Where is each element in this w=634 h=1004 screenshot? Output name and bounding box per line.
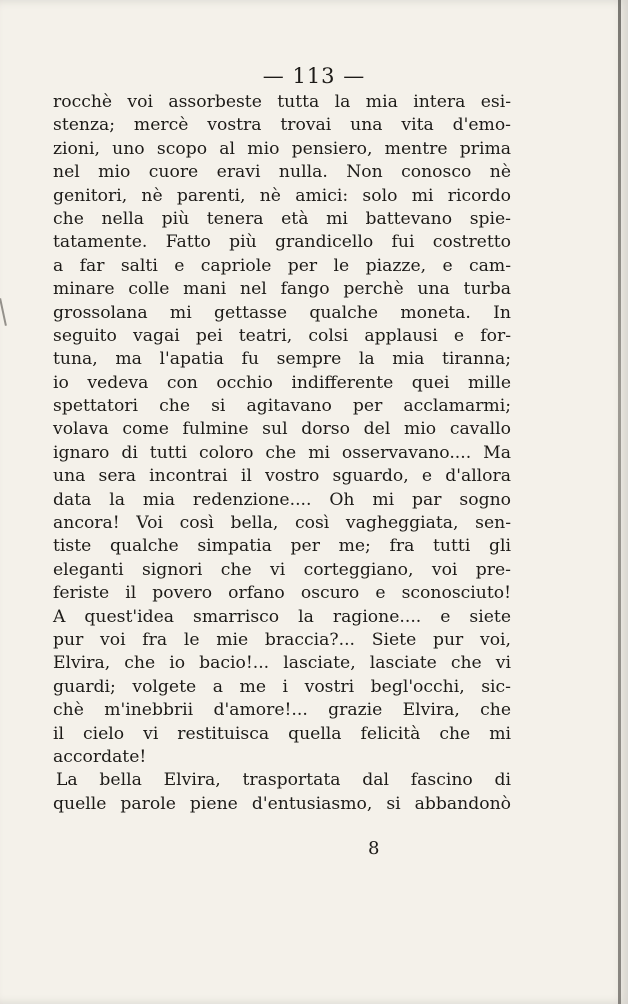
text-line: ignaro di tutti coloro che mi osservavano.... Ma <box>53 442 511 463</box>
text-line: tiste qualche simpatia per me; fra tutti gli <box>53 536 511 557</box>
text-line: ancora! Voi così bella, così vagheggiata, sen- <box>53 513 511 534</box>
margin-mark <box>0 298 7 326</box>
text-line: io vedeva con occhio indifferente quei mille <box>53 372 511 393</box>
page-number-header: — 113 — <box>262 64 366 88</box>
text-line: minare colle mani nel fango perchè una turba <box>53 279 511 300</box>
text-line: pur voi fra le mie braccia?... Siete pur voi, <box>53 629 511 650</box>
paragraph-start-line: La bella Elvira, trasportata dal fascino di <box>56 770 511 791</box>
text-line: data la mia redenzione.... Oh mi par sogno <box>53 489 511 510</box>
text-line: eleganti signori che vi corteggiano, voi pre- <box>53 559 511 580</box>
text-line: tatamente. Fatto più grandicello fui costretto <box>53 232 511 253</box>
text-line: genitori, nè parenti, nè amici: solo mi ricordo <box>53 185 511 206</box>
text-line: feriste il povero orfano oscuro e sconosciuto! <box>53 583 511 604</box>
text-line: a far salti e capriole per le piazze, e cam- <box>53 255 511 276</box>
text-line: che nella più tenera età mi battevano spie- <box>53 208 511 229</box>
text-line: seguito vagai pei teatri, colsi applausi e for- <box>53 325 511 346</box>
page-edge-shadow <box>618 0 621 1004</box>
text-line: il cielo vi restituisca quella felicità che mi <box>53 723 511 744</box>
text-line: quelle parole piene d'entusiasmo, si abbandonò <box>53 793 511 814</box>
text-line: spettatori che si agitavano per acclamarmi; <box>53 396 511 417</box>
text-line: Elvira, che io bacio!... lasciate, lasciate che vi <box>53 653 511 674</box>
text-line: stenza; mercè vostra trovai una vita d'emo- <box>53 115 511 136</box>
text-line: volava come fulmine sul dorso del mio cavallo <box>53 419 511 440</box>
text-line: grossolana mi gettasse qualche moneta. In <box>53 302 511 323</box>
signature-mark: 8 <box>368 838 380 859</box>
text-line: rocchè voi assorbeste tutta la mia intera esi- <box>53 92 511 112</box>
text-line: A quest'idea smarrisco la ragione.... e siete <box>53 606 511 627</box>
text-line: una sera incontrai il vostro sguardo, e d'allora <box>53 466 511 487</box>
text-line: tuna, ma l'apatia fu sempre la mia tiranna; <box>53 349 511 370</box>
text-line: guardi; volgete a me i vostri begl'occhi, sic- <box>53 676 511 697</box>
text-line: chè m'inebbrii d'amore!... grazie Elvira, che <box>53 700 511 721</box>
text-line: nel mio cuore eravi nulla. Non conosco nè <box>53 162 511 183</box>
text-line: accordate! <box>53 746 147 767</box>
text-line: zioni, uno scopo al mio pensiero, mentre prima <box>53 138 511 159</box>
body-text <box>53 91 511 816</box>
